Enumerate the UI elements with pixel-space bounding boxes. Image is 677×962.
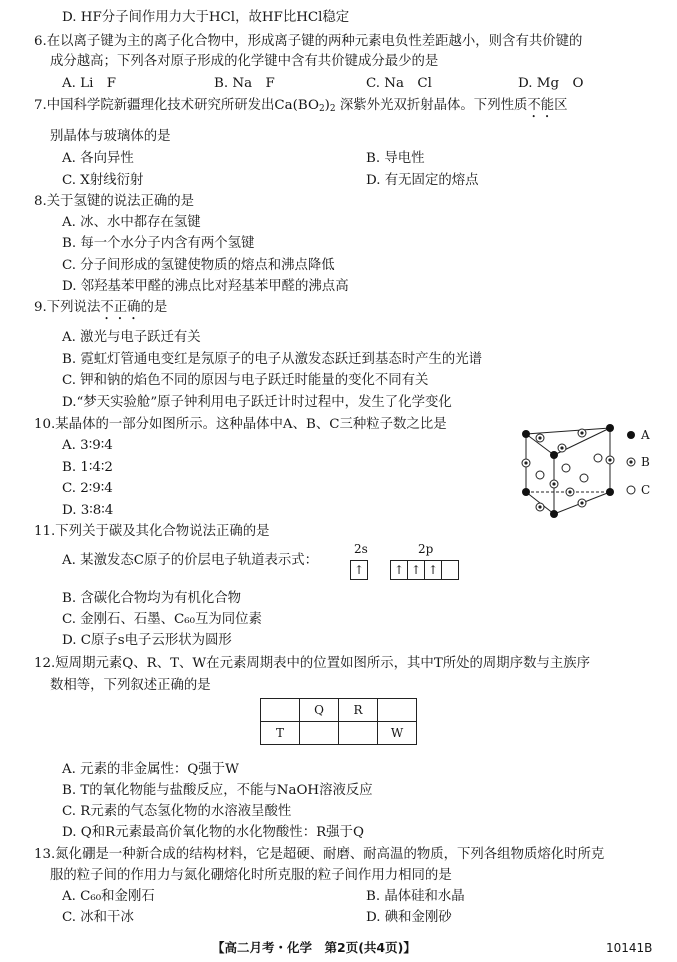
atom-a bbox=[606, 488, 614, 496]
q12-option-a: A. 元素的非金属性：Q强于W bbox=[62, 762, 239, 777]
atom-a bbox=[550, 510, 558, 518]
q7-option-d: D. 有无固定的熔点 bbox=[366, 173, 479, 188]
q11-option-b: B. 含碳化合物均为有机化合物 bbox=[62, 591, 242, 606]
q6-stem-line2: 成分越高；下列各对原子形成的化学键中含有共价键成分最少的是 bbox=[50, 54, 439, 69]
orbital-2p-label: 2p bbox=[418, 542, 434, 556]
table-cell bbox=[261, 699, 300, 722]
table-cell: T bbox=[261, 722, 300, 745]
legend-a-symbol bbox=[627, 431, 635, 439]
q9-option-c: C. 钾和钠的焰色不同的原因与电子跃迁时能量的变化不同有关 bbox=[62, 373, 429, 388]
q13-option-d: D. 碘和金刚砂 bbox=[366, 910, 452, 925]
q7-option-a: A. 各向异性 bbox=[62, 151, 134, 166]
table-cell bbox=[300, 722, 339, 745]
table-row bbox=[261, 722, 417, 745]
table-cell bbox=[378, 699, 417, 722]
table-row bbox=[261, 699, 417, 722]
q7-emphasis: 不能 bbox=[527, 98, 555, 113]
q12-option-b: B. T的氧化物能与盐酸反应，不能与NaOH溶液反应 bbox=[62, 783, 373, 798]
q9-option-b: B. 霓虹灯管通电变红是氖原子的电子从激发态跃迁到基态时产生的光谱 bbox=[62, 352, 483, 367]
orbital-2p-box-1: ↑ bbox=[390, 560, 408, 580]
q7-option-c: C. X射线衍射 bbox=[62, 173, 144, 188]
table-cell: Q bbox=[300, 699, 339, 722]
legend-a-label: A bbox=[641, 428, 650, 442]
q12-option-c: C. R元素的气态氢化物的水溶液呈酸性 bbox=[62, 804, 292, 819]
atom-a bbox=[522, 488, 530, 496]
q6-option-b: B. Na F bbox=[214, 76, 275, 91]
q8-option-d: D. 邻羟基苯甲醛的沸点比对羟基苯甲醛的沸点高 bbox=[62, 279, 349, 294]
q10-option-d: D. 3∶8∶4 bbox=[62, 503, 114, 518]
q11-option-d: D. C原子s电子云形状为圆形 bbox=[62, 633, 232, 648]
table-cell bbox=[339, 722, 378, 745]
q7-option-b: B. 导电性 bbox=[366, 151, 425, 166]
orbital-2p-box-4 bbox=[441, 560, 459, 580]
q8-stem: 8.关于氢键的说法正确的是 bbox=[34, 194, 195, 209]
table-cell: R bbox=[339, 699, 378, 722]
q13-option-c: C. 冰和干冰 bbox=[62, 910, 134, 925]
orbital-2p-box-2: ↑ bbox=[407, 560, 425, 580]
q10-option-c: C. 2∶9∶4 bbox=[62, 481, 113, 496]
q11-option-c: C. 金刚石、石墨、C₆₀互为同位素 bbox=[62, 612, 262, 627]
orbital-2p-box-3: ↑ bbox=[424, 560, 442, 580]
q10-option-b: B. 1∶4∶2 bbox=[62, 460, 113, 475]
page-footer: 【高二月考・化学 第2页(共4页)】 bbox=[212, 940, 416, 955]
orbital-2s-label: 2s bbox=[354, 542, 368, 556]
q7-stem-line1: 7.中国科学院新疆理化技术研究所研发出$Ca(BO_2)_2$ 深紫外光双折射晶体。下列性质不能区 bbox=[34, 98, 568, 114]
q9-emphasis: 不正确 bbox=[100, 300, 141, 315]
q8-option-c: C. 分子间形成的氢键使物质的熔点和沸点降低 bbox=[62, 258, 335, 273]
q11-stem: 11.下列关于碳及其化合物说法正确的是 bbox=[34, 524, 270, 539]
q11-option-a: A. 某激发态C原子的价层电子轨道表示式： bbox=[62, 553, 319, 568]
atom-a bbox=[550, 451, 558, 459]
q6-option-d: D. Mg O bbox=[518, 76, 584, 91]
q13-stem-line1: 13.氮化硼是一种新合成的结构材料，它是超硬、耐磨、耐高温的物质，下列各组物质熔化时所克 bbox=[34, 847, 605, 862]
atom-a bbox=[522, 430, 530, 438]
q9-option-a: A. 激光与电子跃迁有关 bbox=[62, 330, 201, 345]
q9-stem: 9.下列说法不正确的是 bbox=[34, 300, 168, 315]
exam-code: 10141B bbox=[606, 941, 653, 955]
legend-c-symbol bbox=[627, 486, 635, 494]
q12-option-d: D. Q和R元素最高价氧化物的水化物酸性：R强于Q bbox=[62, 825, 364, 840]
q6-option-a: A. Li F bbox=[62, 76, 117, 91]
q7-stem-line2: 别晶体与玻璃体的是 bbox=[50, 129, 171, 144]
q13-option-b: B. 晶体硅和水晶 bbox=[366, 889, 465, 904]
atom-a bbox=[606, 424, 614, 432]
orbital-2s-box: ↑ bbox=[350, 560, 368, 580]
q10-option-a: A. 3∶9∶4 bbox=[62, 438, 113, 453]
q6-option-c: C. Na Cl bbox=[366, 76, 432, 91]
q9-option-d: D.“梦天实验舱”原子钟利用电子跃迁计时过程中，发生了化学变化 bbox=[62, 395, 452, 410]
legend-b-label: B bbox=[641, 455, 650, 469]
legend-c-label: C bbox=[641, 483, 651, 497]
q12-stem-line2: 数相等，下列叙述正确的是 bbox=[50, 678, 211, 693]
q13-option-a: A. C₆₀和金刚石 bbox=[62, 889, 155, 904]
q13-stem-line2: 服的粒子间的作用力与氮化硼熔化时所克服的粒子间作用力相同的是 bbox=[50, 868, 452, 883]
q12-stem-line1: 12.短周期元素Q、R、T、W在元素周期表中的位置如图所示，其中T所处的周期序数与主族序 bbox=[34, 656, 591, 671]
q10-stem: 10.某晶体的一部分如图所示。这种晶体中A、B、C三种粒子数之比是 bbox=[34, 417, 447, 432]
atoms-c bbox=[536, 454, 602, 482]
table-cell: W bbox=[378, 722, 417, 745]
q6-stem-line1: 6.在以离子键为主的离子化合物中，形成离子键的两种元素电负性差距越小，则含有共价键的 bbox=[34, 34, 583, 49]
q5-option-d: D. HF分子间作用力大于HCl，故HF比HCl稳定 bbox=[62, 10, 350, 25]
q8-option-a: A. 冰、水中都存在氢键 bbox=[62, 215, 201, 230]
periodic-table-fragment bbox=[260, 698, 417, 745]
q8-option-b: B. 每一个水分子内含有两个氢键 bbox=[62, 236, 255, 251]
